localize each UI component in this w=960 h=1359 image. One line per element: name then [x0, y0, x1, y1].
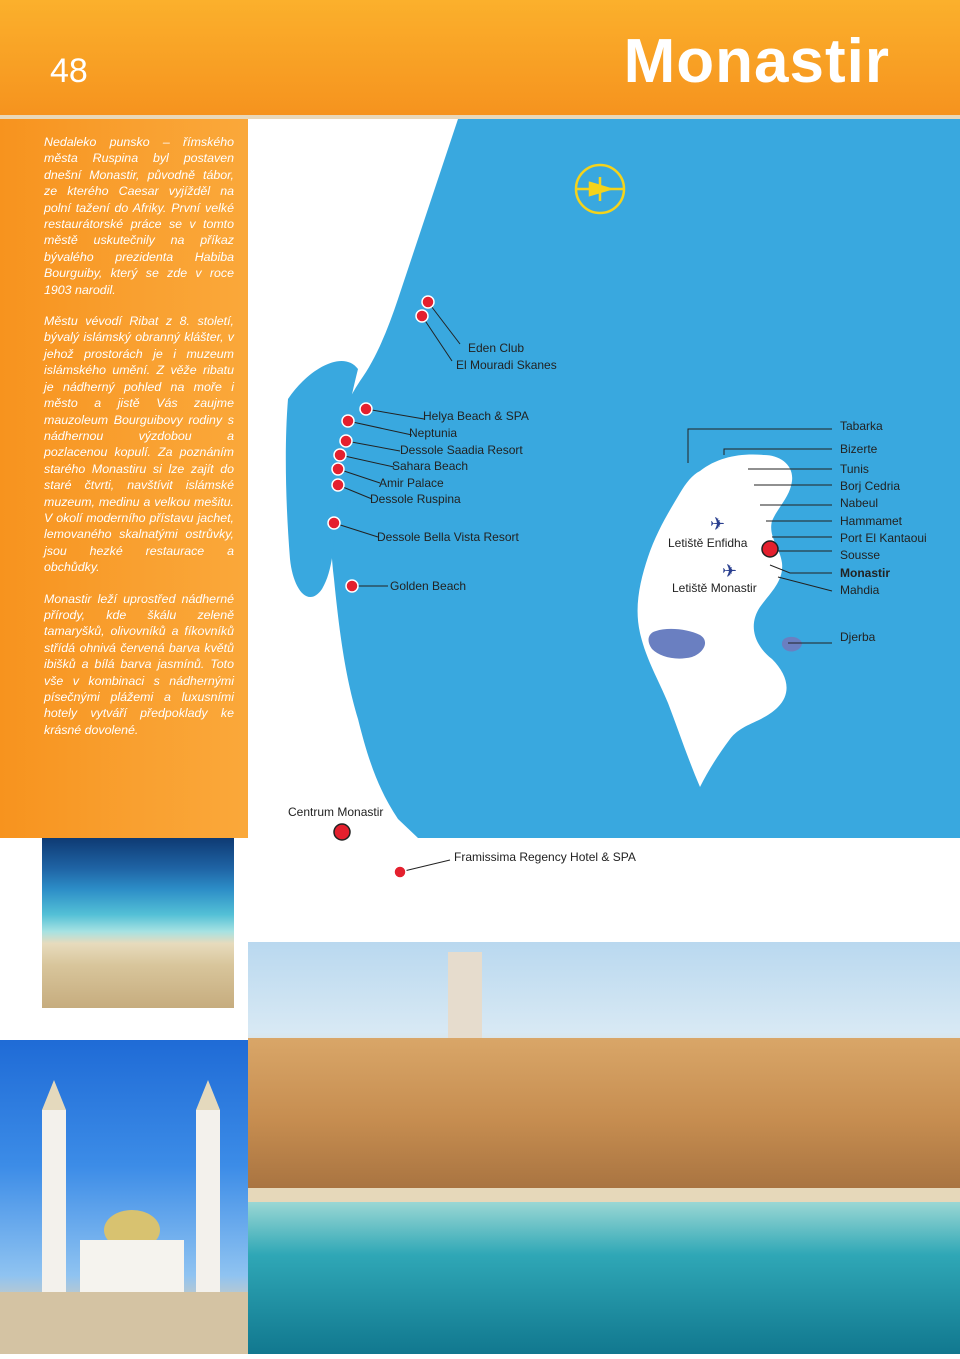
- hotel-label-eden-club: Eden Club: [468, 341, 525, 355]
- monastir-marker: [762, 541, 778, 557]
- centrum-marker: [334, 824, 350, 840]
- city-label-tabarka: Tabarka: [840, 419, 883, 433]
- city-label-bizerte: Bizerte: [840, 442, 878, 456]
- ribat-walls: [248, 1038, 960, 1188]
- airport-label-monastir: Letiště Monastir: [672, 581, 757, 595]
- city-label-monastir: Monastir: [840, 566, 891, 580]
- city-label-nabeul: Nabeul: [840, 496, 879, 510]
- sidebar-paragraph: Monastir leží uprostřed nádherné přírody, kde škálu zeleně tamaryšků, olivovníků a fíkovníků střídá ohnivá červená barva květů ibišků a bílá barva jasmínů. Toto vše v kombinaci s nádhernými písečnými plážemi a luxusními hotely vytváří předpoklady ke krásné dovolené.: [44, 591, 234, 737]
- page-header: [0, 0, 960, 119]
- page-number: 48: [50, 52, 88, 90]
- tunisia-shape: [638, 455, 793, 787]
- hotel-label-framissima: Framissima Regency Hotel & SPA: [454, 850, 636, 864]
- hotel-label-neptunia: Neptunia: [409, 426, 458, 440]
- sidebar-text: [44, 134, 234, 753]
- plane-icon: ✈: [722, 561, 738, 581]
- framissima-marker: [394, 866, 406, 878]
- island-djerba: [782, 637, 802, 652]
- plane-icon: ✈: [710, 514, 726, 534]
- hotel-label-golden-beach: Golden Beach: [390, 579, 467, 593]
- hotel-label-sahara-beach: Sahara Beach: [392, 459, 469, 473]
- city-label-djerba: Djerba: [840, 630, 876, 644]
- compass-rose: [576, 165, 624, 213]
- hotel-label-dessole-ruspina: Dessole Ruspina: [370, 492, 461, 506]
- hotel-label-el-mouradi: El Mouradi Skanes: [456, 358, 557, 372]
- city-label-mahdia: Mahdia: [840, 583, 880, 597]
- hotel-label-amir-palace: Amir Palace: [379, 476, 444, 490]
- sidebar-paragraph: Městu vévodí Ribat z 8. století, bývalý islámský obranný klášter, v jehož prostorách je i muzeum islámského umění. Z věže ribatu je nádherný pohled na moře i město a jistě Vás zaujme mauzoleum Bourguibovy rodiny s nádhernou výzdobou a pozlacenou kopulí. Za poznáním starého Monastiru si lze zajít do staré čtvrti, navštívit islámské muzeum, medinu a velkou mešitu. V okolí moderního přístavu jachet, lemovaného skalnatými ostrůvky, jsou hezké restaurace a obchůdky.: [44, 314, 234, 575]
- city-label-borj-cedria: Borj Cedria: [840, 479, 901, 493]
- sea-foreground: [248, 1202, 960, 1354]
- hotel-label-dessole-bella-vista: Dessole Bella Vista Resort: [377, 530, 519, 544]
- lagoon: [286, 361, 358, 597]
- city-label-hammamet: Hammamet: [840, 514, 903, 528]
- ribat-photo: [248, 942, 960, 1354]
- beach-photo: [42, 838, 234, 1008]
- page-title: Monastir: [623, 27, 890, 96]
- framissima-leader-line: [400, 860, 450, 872]
- hotel-label-dessole-saadia: Dessole Saadia Resort: [400, 443, 523, 457]
- mausoleum-photo: [0, 1040, 248, 1354]
- sidebar-paragraph: Nedaleko punsko – římského města Ruspina byl postaven dnešní Monastir, původně tábor, ze kterého Caesar vyjížděl na polní tažení do Afriky. První velké restaurátorské práce se v tomto městě uskutečnily na příkaz bývalého prezidenta Habiba Bourguiby, který se zde v roce 1903 narodil.: [44, 135, 234, 297]
- city-label-sousse: Sousse: [840, 548, 881, 562]
- resort-map: [248, 119, 960, 838]
- hotel-label-helya: Helya Beach & SPA: [423, 409, 529, 423]
- airport-label-enfidha: Letiště Enfidha: [668, 536, 748, 550]
- city-label-tunis: Tunis: [840, 462, 869, 476]
- city-label-port-el-kantaoui: Port El Kantaoui: [840, 531, 927, 545]
- hotel-label-centrum: Centrum Monastir: [288, 805, 384, 819]
- mausoleum-graphic: [0, 1040, 248, 1354]
